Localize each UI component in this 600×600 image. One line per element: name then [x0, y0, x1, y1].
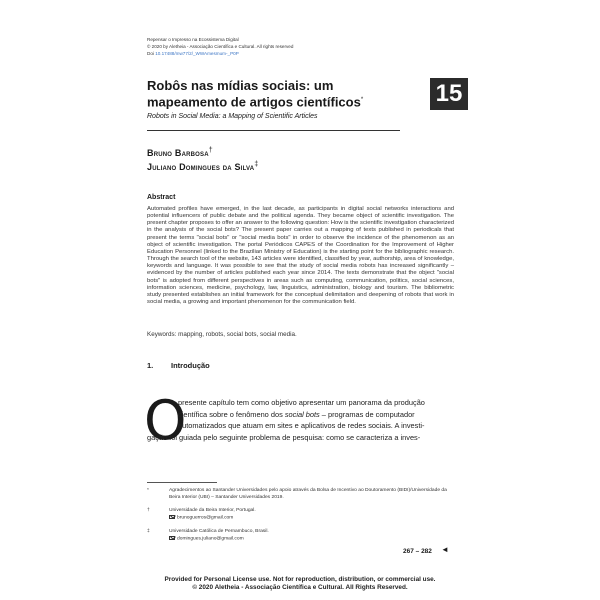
doi-link[interactable]: 10.17488/mw77/2/_WWAmesmum-_P0P [155, 51, 239, 57]
author-name: Bruno Barbosa [147, 148, 209, 158]
title-divider [147, 130, 400, 131]
title-footnote-marker[interactable]: * [360, 97, 364, 103]
license-line-1: Provided for Personal License use. Not for reproduction, distribution, or commercial use. [164, 576, 436, 583]
term-social-bots: social bots [284, 409, 320, 419]
page-range: 267 – 282 [403, 548, 432, 555]
author-affiliation: Universidade Católica de Pernambuco, Brasil. [169, 529, 269, 534]
chapter-title-text: Robôs nas mídias sociais: um mapeamento de artigos científicos [147, 78, 361, 110]
chapter-number-badge: 15 [430, 78, 468, 110]
intro-line-2: científica sobre o fenômeno dos social bots – programas de computador [178, 409, 415, 419]
author-footnote-marker[interactable]: ‡ [254, 161, 259, 168]
license-line-2: © 2020 Aletheia - Associação Científica e Cultural. All Rights Reserved. [192, 584, 408, 591]
abstract-body: Automated profiles have emerged, in the last decade, as participants in digital social networks interactions and potential influencers of public debate and the political agenda. They became object of scientific investigation. The present chapter proposes to offer an answer to the following question: How is the scientific investigation characterized in the analysis of the social bots? The present paper carries out a mapping of texts published in periodicals that present the terms "social bots" or "social media bots" in order to observe the incidence of the phenomenon as an object of scientific investigation. The portal Periódicos CAPES of the Coordination for the Improvement of Higher Education Personnel (linked to the Brazilian Ministry of Education) is the starting point for the bibliographic research. Through the search tool of the website, 143 articles were identified, classified by year, authorship, area of knowledge, keywords and language. It was possible to see that the study of social media robots has increased significantly – evidenced by the number of articles published each year since 2014. The texts demonstrate that the object "social bots" is adopted from different perspectives in areas such as computing, communication, politics, social sciences, information sciences, medicine, psychology, law, linguistics, administration, biology and tourism. The bibliometric study presented establishes an initial framework for the conceptual delimitation and deepening of robots that work in social media, a growing and important phenomenon for the communication field. [147, 206, 454, 306]
drop-cap: O [144, 389, 187, 452]
footnote-text: Agradecimentos ao Santander Universidades pelo apoio através da Bolsa de Incentivo ao Doutoramento (BIDI)/Universidade da Beira Interior (UBI) – Santander Universidades 2019. [169, 488, 447, 500]
section-heading [147, 361, 210, 370]
chapter-subtitle: Robots in Social Media: a Mapping of Scientific Articles [147, 113, 318, 120]
doi-label: Doi [147, 51, 154, 57]
abstract-heading: Abstract [147, 194, 176, 201]
intro-line-3: automatizados que atuam em sites e aplicativos de redes sociais. A investi- [178, 421, 425, 430]
footnote-author-1 [147, 508, 459, 521]
copyright-line: © 2020 by Aletheia - Associação Científica e Cultural. All rights reserved [147, 44, 294, 50]
author-name: Juliano Domingues da Silva [147, 162, 255, 172]
author-email[interactable]: domingues.juliano@gmail.com [177, 535, 244, 541]
chapter-title [147, 78, 417, 109]
chapter-metadata [147, 36, 293, 58]
author-email-line [169, 536, 459, 543]
author-1 [147, 145, 258, 159]
footnote-acknowledgement [147, 488, 459, 501]
author-email[interactable]: brunoguerros@gmail.com [177, 514, 234, 520]
footnote-divider [147, 482, 217, 483]
envelope-icon [169, 515, 175, 519]
license-footer [0, 576, 600, 592]
author-footnote-marker[interactable]: † [208, 147, 213, 154]
doi-line [147, 50, 293, 57]
footnote-marker: ‡ [147, 529, 150, 534]
footnote-marker: * [147, 488, 149, 493]
intro-line-1: presente capítulo tem como objetivo apresentar um panorama da produção [178, 398, 425, 407]
series-line: Repensar o Impresso na Ecossistema Digital [147, 37, 239, 42]
section-title: Introdução [171, 361, 210, 370]
author-affiliation: Universidade da Beira Interior, Portugal. [169, 508, 256, 513]
author-list [147, 145, 258, 173]
envelope-icon [169, 536, 175, 540]
section-number: 1. [147, 361, 154, 370]
intro-line-4: gação foi guiada pelo seguinte problema de pesquisa: como se caracteriza a inves- [147, 432, 421, 442]
author-2 [147, 159, 258, 173]
author-email-line [169, 515, 459, 522]
footnote-marker: † [147, 508, 150, 513]
keywords: Keywords: mapping, robots, social bots, social media. [147, 331, 297, 338]
footnote-author-2 [147, 529, 459, 542]
left-triangle-icon: ◄ [441, 545, 449, 554]
